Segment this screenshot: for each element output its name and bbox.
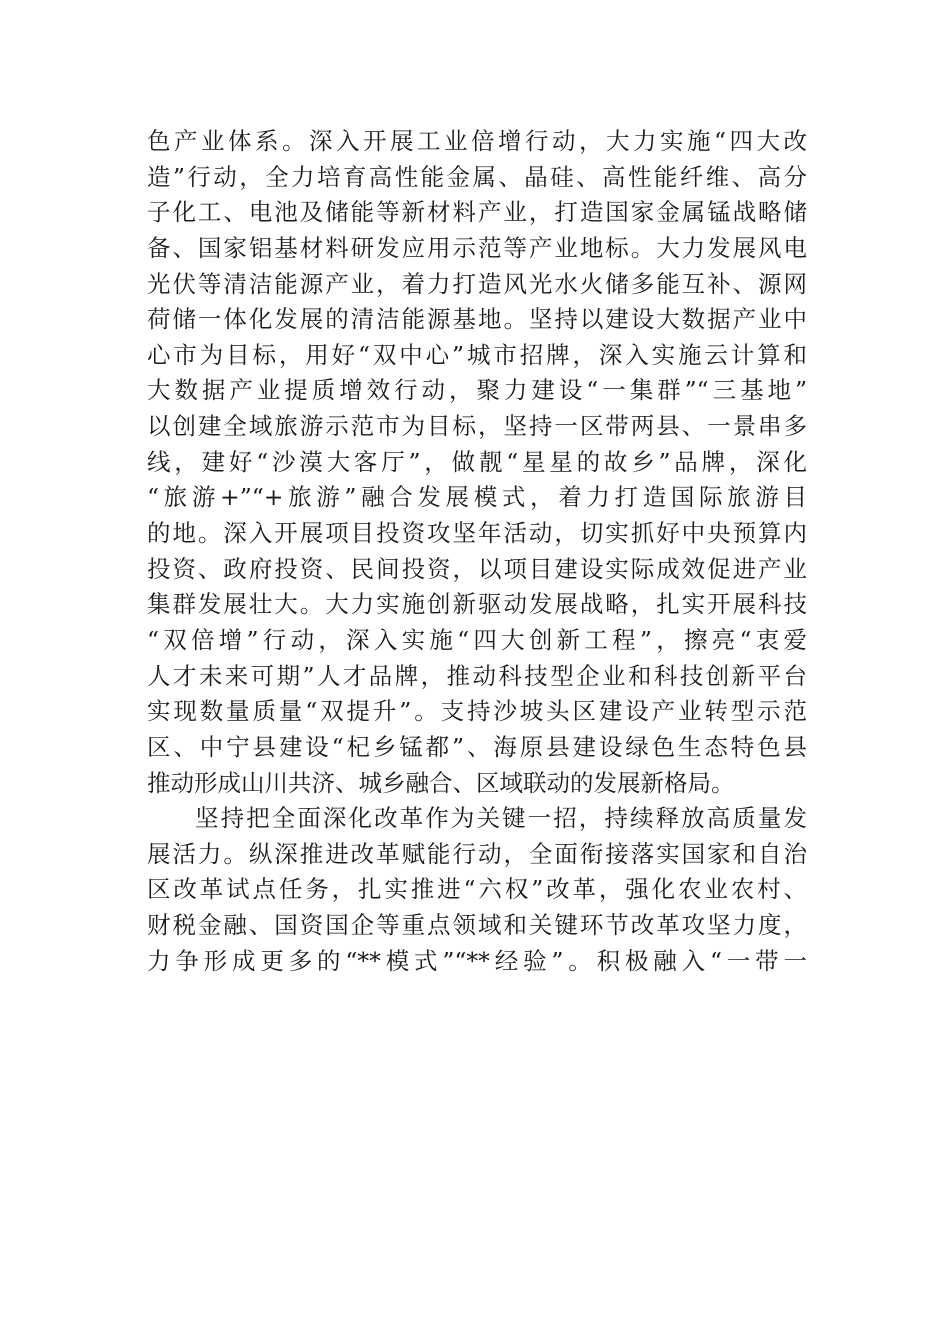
paragraph-first-line: 坚持把全面深化改革作为关键一招，持续释放高质量发 — [195, 804, 807, 833]
text-line: “双倍增”行动，深入实施“四大创新工程”，擦亮“衷爱 — [147, 625, 807, 654]
text-line: 大数据产业提质增效行动，聚力建设“一集群”“三基地” — [147, 376, 807, 405]
text-line: 子化工、电池及储能等新材料产业，打造国家金属锰战略储 — [147, 198, 807, 227]
text-line: 色产业体系。深入开展工业倍增行动，大力实施“四大改 — [147, 127, 807, 155]
document-body — [147, 124, 807, 979]
text-line: 区改革试点任务，扎实推进“六权”改革，强化农业农村、 — [147, 875, 807, 904]
text-line: 人才未来可期”人才品牌，推动科技型企业和科技创新平台 — [147, 661, 807, 690]
text-line: 的地。深入开展项目投资攻坚年活动，切实抓好中央预算内 — [147, 519, 807, 548]
text-line: 以创建全域旅游示范市为目标，坚持一区带两县、一景串多 — [147, 412, 807, 441]
text-line: 线，建好“沙漠大客厅”，做靓“星星的故乡”品牌，深化 — [147, 447, 807, 476]
text-line: 荷储一体化发展的清洁能源基地。坚持以建设大数据产业中 — [147, 305, 807, 334]
text-line: 心市为目标，用好“双中心”城市招牌，深入实施云计算和 — [147, 340, 807, 369]
text-line: “旅游+”“+旅游”融合发展模式，着力打造国际旅游目 — [147, 483, 807, 512]
text-line: 造”行动，全力培育高性能金属、晶硅、高性能纤维、高分 — [147, 162, 807, 191]
text-line: 实现数量质量“双提升”。支持沙坡头区建设产业转型示范 — [147, 697, 807, 726]
text-line: 展活力。纵深推进改革赋能行动，全面衔接落实国家和自治 — [147, 839, 807, 868]
text-line: 力争形成更多的“**模式”“**经验”。积极融入“一带一 — [147, 946, 807, 975]
paragraph-end-line: 推动形成山川共济、城乡融合、区域联动的发展新格局。 — [147, 768, 735, 797]
text-line: 财税金融、国资国企等重点领域和关键环节改革攻坚力度， — [147, 911, 807, 940]
text-line: 备、国家铝基材料研发应用示范等产业地标。大力发展风电 — [147, 233, 807, 262]
text-line: 区、中宁县建设“杞乡锰都”、海原县建设绿色生态特色县 — [147, 732, 807, 761]
text-line: 光伏等清洁能源产业，着力打造风光水火储多能互补、源网 — [147, 269, 807, 298]
text-line: 投资、政府投资、民间投资，以项目建设实际成效促进产业 — [147, 554, 807, 583]
text-line: 集群发展壮大。大力实施创新驱动发展战略，扎实开展科技 — [147, 590, 807, 619]
